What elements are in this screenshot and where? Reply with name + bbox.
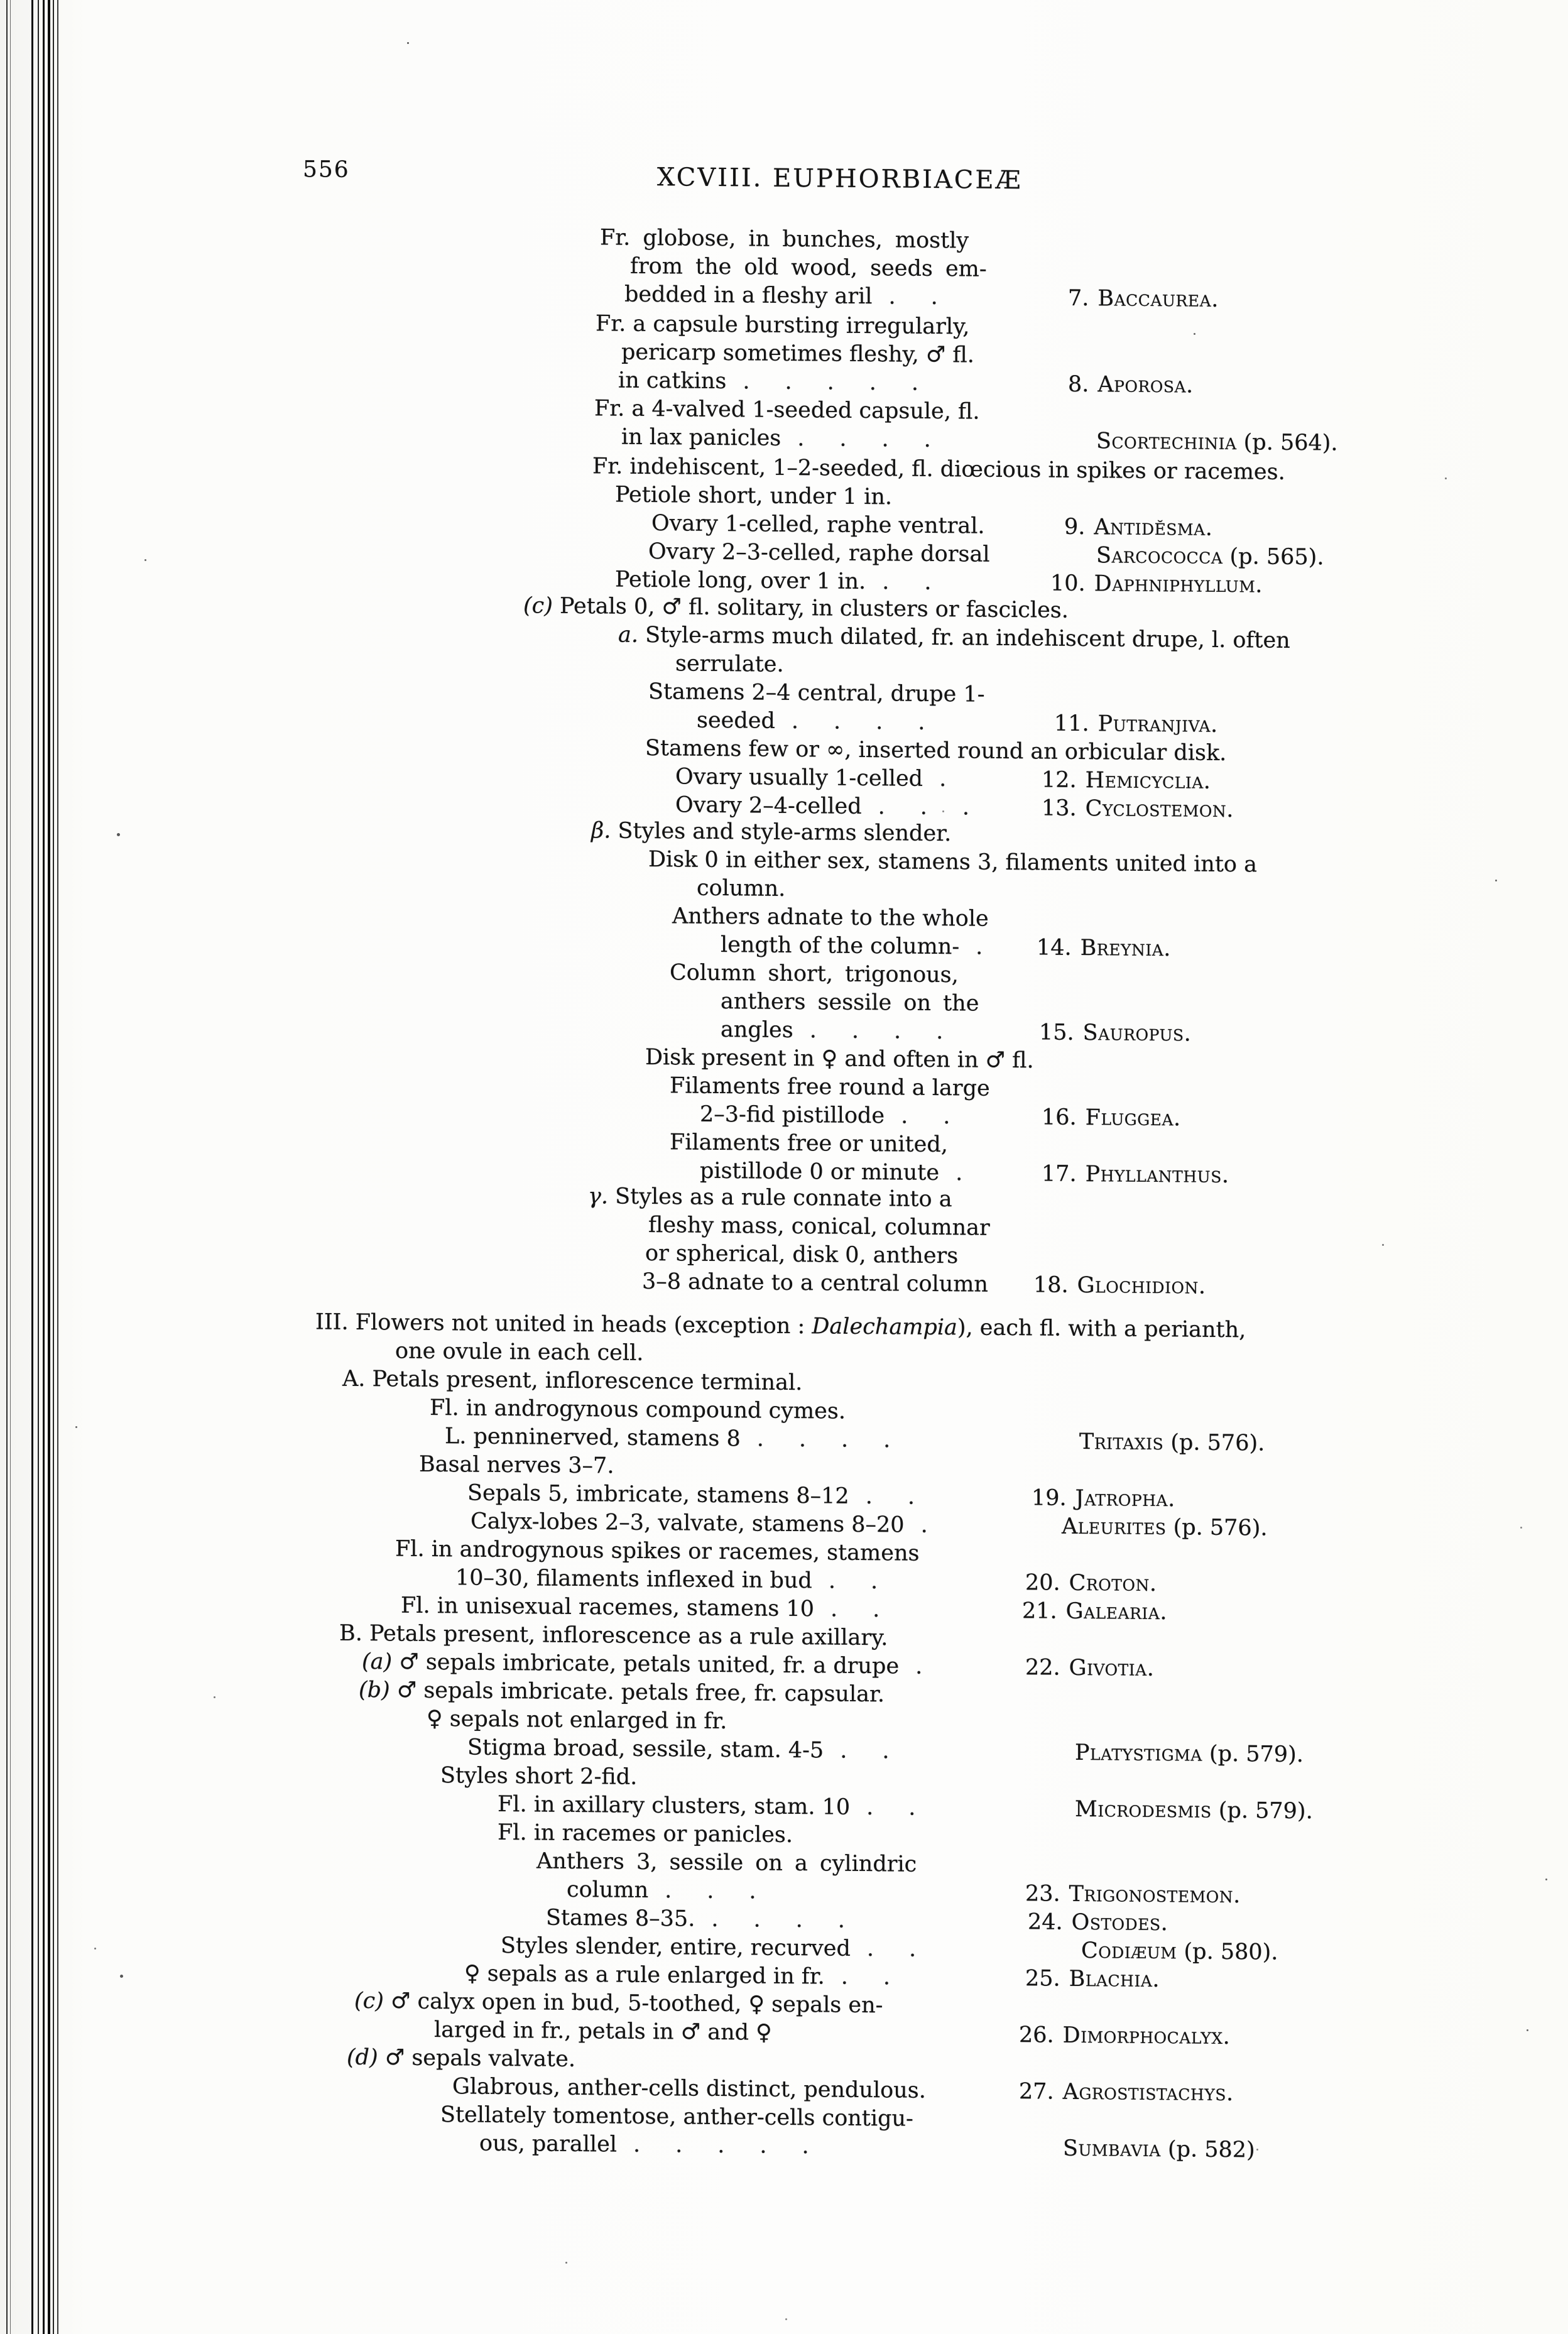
genus-suffix: .	[1186, 373, 1194, 398]
genus-reference	[1079, 1428, 1265, 1458]
key-line-text: Disk present in ♀ and often in ♂ fl.	[645, 1044, 1034, 1074]
genus-name: Ostodes	[1071, 1909, 1161, 1936]
genus-suffix: .	[1160, 1911, 1168, 1936]
key-line-text: Filaments free or united,	[670, 1130, 948, 1158]
key-line	[670, 959, 959, 990]
key-line-text: Fr. globose, in bunches, mostly	[600, 225, 969, 254]
key-line-text: column	[567, 1877, 649, 1904]
key-line-text: ♂ sepals imbricate. petals free, fr. capsular.	[396, 1677, 885, 1708]
genus-suffix: .	[1146, 1655, 1154, 1682]
leader-dots: ..	[866, 1936, 952, 1963]
key-line-text: Petiole long, over 1 in.	[615, 567, 866, 595]
leader-dots: ..	[882, 569, 967, 596]
genus-reference	[1039, 1018, 1191, 1048]
key-line-text: Sepals 5, imbricate, stamens 8–12	[467, 1480, 849, 1509]
genus-reference	[1096, 427, 1338, 457]
leader-dots: ..	[901, 1103, 986, 1130]
key-line-text: Filaments free round a large	[670, 1073, 990, 1101]
leader-dots: ..	[865, 1484, 950, 1510]
key-line-text: Stamens few or ∞, inserted round an orbicular disk.	[645, 735, 1227, 766]
genus-reference	[1054, 710, 1217, 739]
key-line	[359, 1676, 885, 1709]
genus-suffix: .	[1222, 2024, 1230, 2050]
genus-name: Sauropus	[1082, 1020, 1184, 1047]
key-line	[434, 2016, 1230, 2050]
key-line	[675, 763, 1211, 794]
key-line	[675, 650, 784, 679]
key-line-text: fleshy mass, conical, columnar	[648, 1213, 990, 1241]
key-line-text: Fl. in unisexual racemes, stamens 10	[401, 1593, 814, 1622]
genus-suffix: (p. 576).	[1163, 1430, 1265, 1456]
key-line-text: pericarp sometimes fleshy, ♂ fl.	[621, 339, 974, 368]
genus-name: Fluggea	[1085, 1105, 1174, 1132]
genus-reference	[1019, 2021, 1230, 2051]
leader-dots: ..	[840, 1738, 925, 1764]
genus-name: Blachia	[1069, 1966, 1153, 1993]
key-line-text: or spherical, disk 0, anthers	[645, 1240, 959, 1269]
key-line	[440, 1762, 637, 1792]
key-line-text: larged in fr., petals in ♂ and ♀	[434, 2017, 772, 2046]
leader-dots: ...	[665, 1878, 792, 1904]
genus-suffix: (p. 564).	[1236, 430, 1338, 456]
key-line	[339, 1620, 888, 1653]
key-line	[697, 707, 1218, 738]
key-line	[615, 481, 892, 512]
leader-dots: .....	[743, 369, 954, 396]
key-line-text: Fr. a 4-valved 1-seeded capsule, fl.	[594, 396, 980, 425]
key-line-label: Dalechampia	[812, 1314, 957, 1341]
genus-name: Phyllanthus	[1085, 1162, 1222, 1188]
key-line-text: B. Petals present, inflorescence as a rule axillary.	[339, 1620, 888, 1651]
genus-number: 7.	[1068, 285, 1089, 312]
key-line	[670, 1072, 990, 1103]
genus-number: 13.	[1042, 795, 1077, 821]
key-line	[445, 1422, 1265, 1456]
key-line-text: length of the column-	[721, 932, 960, 960]
genus-reference	[1050, 570, 1262, 600]
genus-suffix: .	[1205, 515, 1212, 541]
key-line-text: Petiole short, under 1 in.	[615, 482, 892, 510]
genus-suffix: .	[1149, 1571, 1157, 1597]
genus-reference	[1028, 1908, 1168, 1938]
key-line-text: Anthers 3, sessile on a cylindric	[536, 1848, 917, 1877]
genus-suffix: .	[1152, 1967, 1160, 1993]
genus-name: Platystigma	[1075, 1740, 1202, 1767]
key-line	[546, 1904, 1168, 1936]
genus-suffix: .	[1198, 1273, 1206, 1299]
leader-dots: ...	[878, 794, 1005, 821]
key-line-text: Petals 0, ♂ fl. solitary, in clusters or fascicles.	[560, 593, 1069, 623]
key-line	[721, 988, 979, 1018]
key-line	[624, 281, 1219, 312]
key-line-text: Fr. indehiscent, 1–2-seeded, fl. diœcious in spikes or racemes.	[592, 454, 1285, 485]
genus-number: 26.	[1019, 2022, 1054, 2048]
genus-name: Galearia	[1065, 1598, 1160, 1625]
leader-dots: ..	[888, 284, 973, 310]
key-line-text: column.	[697, 875, 786, 902]
genus-name: Agrostistachys	[1062, 2079, 1226, 2107]
genus-reference	[1025, 1654, 1154, 1683]
genus-suffix: .	[1173, 1106, 1181, 1132]
key-line-text: Anthers adnate to the whole	[672, 903, 989, 932]
key-line-text: Ovary usually 1-celled	[675, 764, 923, 792]
key-line	[401, 1592, 1167, 1625]
key-line	[419, 1451, 614, 1481]
genus-reference	[1068, 285, 1218, 314]
key-line-text: Stamens 2–4 central, drupe 1-	[648, 679, 985, 707]
genus-number: 8.	[1068, 371, 1089, 398]
genus-reference	[1075, 1739, 1304, 1769]
genus-number: 24.	[1028, 1909, 1063, 1935]
genus-name: Antidĕsma	[1094, 515, 1206, 541]
key-line-text: 3–8 adnate to a central column	[642, 1268, 988, 1297]
key-line-text: Basal nerves 3–7.	[419, 1451, 614, 1479]
page-header: XCVIII. EUPHORBIACEÆ	[657, 163, 1023, 195]
key-line-text: ♂ sepals imbricate, petals united, fr. a drupe	[399, 1649, 900, 1679]
genus-number: 25.	[1025, 1966, 1060, 1992]
key-line	[645, 734, 1226, 768]
key-line	[523, 592, 1069, 625]
key-line-text: L. penninerved, stamens 8	[445, 1424, 741, 1452]
key-line	[498, 1791, 1313, 1824]
genus-suffix: .	[1184, 1021, 1191, 1047]
genus-suffix: .	[1160, 1600, 1167, 1625]
key-line	[700, 1101, 1181, 1132]
genus-suffix: .	[1163, 936, 1171, 962]
genus-reference	[1042, 1103, 1180, 1133]
key-line-text: Fl. in androgynous compound cymes.	[430, 1395, 846, 1424]
genus-suffix: .	[1203, 768, 1211, 794]
genus-reference	[1063, 2135, 1255, 2165]
genus-name: Croton	[1069, 1570, 1150, 1596]
leader-dots: ..	[830, 1596, 915, 1623]
genus-number: 10.	[1050, 570, 1086, 597]
key-line	[648, 1211, 990, 1243]
leader-dots: ..	[866, 1795, 951, 1821]
key-line-text: Fr. a capsule bursting irregularly,	[596, 311, 970, 340]
genus-name: Aleurites	[1062, 1513, 1167, 1541]
key-line-text: Ovary 1-celled, raphe ventral.	[651, 511, 985, 539]
key-line-text: pistillode 0 or minute	[700, 1158, 940, 1186]
key-line	[395, 1535, 919, 1568]
key-line	[642, 1268, 1206, 1299]
key-line-text: 2–3-fid pistillode	[700, 1101, 885, 1129]
genus-number: 18.	[1033, 1272, 1069, 1298]
key-line	[621, 423, 1338, 456]
leader-dots: ..	[841, 1964, 925, 1990]
genus-suffix: .	[1221, 1162, 1229, 1189]
genus-name: Daphniphyllum	[1094, 571, 1256, 598]
genus-suffix: (p. 579).	[1211, 1797, 1313, 1824]
genus-reference	[1062, 1513, 1267, 1543]
key-line-text: from the old wood, seeds em-	[630, 253, 987, 282]
leader-dots: .	[976, 934, 1018, 961]
key-line-text: Fl. in axillary clusters, stam. 10	[498, 1791, 851, 1820]
genus-suffix: .	[1211, 712, 1218, 738]
genus-reference	[1032, 1484, 1175, 1513]
key-line	[648, 538, 1324, 570]
key-line	[440, 2101, 913, 2134]
key-line	[645, 1044, 1034, 1075]
key-line-text: anthers sessile on the	[721, 989, 979, 1017]
genus-name: Aporosa	[1097, 372, 1186, 398]
key-line-label: γ.	[588, 1184, 616, 1209]
genus-name: Tritaxis	[1079, 1429, 1164, 1456]
key-line-text: III. Flowers not united in heads (exception :	[315, 1309, 812, 1339]
key-line	[588, 1182, 952, 1214]
genus-name: Baccaurea	[1097, 286, 1212, 312]
genus-number: 9.	[1064, 514, 1086, 540]
key-line-text: in lax panicles	[621, 424, 781, 451]
key-line-label: (c)	[523, 593, 560, 619]
genus-name: Trigonostemon	[1069, 1881, 1234, 1909]
key-line	[721, 931, 1171, 962]
key-line-text: Stigma broad, sessile, stam. 4-5	[467, 1735, 824, 1764]
key-line-label: a.	[618, 622, 646, 648]
genus-reference	[1025, 1965, 1160, 1994]
key-line-text: ), each fl. with a perianth,	[957, 1315, 1246, 1343]
key-line-text: Stellately tomentose, anther-cells contigu-	[440, 2102, 913, 2132]
genus-number: 23.	[1025, 1881, 1060, 1907]
genus-suffix: .	[1226, 2081, 1234, 2107]
key-line-text: in catkins	[618, 368, 727, 395]
key-line-label: (b)	[359, 1677, 397, 1703]
genus-suffix: .	[1255, 572, 1263, 598]
key-line-text: angles	[721, 1017, 793, 1044]
key-line	[670, 1128, 948, 1159]
key-line-text: Column short, trigonous,	[670, 960, 959, 988]
leader-dots: .	[915, 1654, 958, 1680]
genus-suffix: .	[1168, 1486, 1175, 1512]
genus-number: 17.	[1042, 1161, 1077, 1187]
key-line	[395, 1337, 643, 1367]
genus-reference	[1042, 1160, 1229, 1190]
genus-number: 21.	[1022, 1598, 1057, 1624]
key-line	[430, 1394, 846, 1426]
genus-name: Microdesmis	[1075, 1796, 1212, 1823]
key-line	[467, 1733, 1304, 1768]
key-line	[501, 1932, 1278, 1965]
key-line	[591, 817, 951, 848]
key-line	[452, 2073, 1234, 2107]
genus-number: 20.	[1025, 1570, 1060, 1596]
key-line	[618, 367, 1194, 398]
key-line	[427, 1705, 727, 1736]
key-line-text: Styles as a rule connate into a	[615, 1184, 952, 1213]
key-line-text: Stames 8–35.	[546, 1905, 695, 1932]
key-line	[651, 510, 1212, 541]
genus-reference	[1022, 1597, 1167, 1627]
key-line	[697, 875, 785, 903]
genus-reference	[1064, 513, 1212, 543]
key-line	[354, 1987, 883, 2020]
genus-number: 11.	[1054, 711, 1089, 737]
genus-name: Scortechinia	[1096, 428, 1237, 455]
genus-number: 15.	[1039, 1020, 1074, 1045]
key-line-text: seeded	[697, 707, 775, 734]
genus-number: 27.	[1019, 2079, 1054, 2105]
key-line	[467, 1479, 1175, 1512]
key-line-text: A. Petals present, inflorescence terminal.	[342, 1366, 803, 1396]
key-line	[342, 1365, 802, 1397]
genus-number: 14.	[1037, 935, 1072, 961]
genus-reference	[1037, 934, 1170, 963]
key-line	[645, 1240, 958, 1270]
genus-name: Putranjiva	[1097, 711, 1211, 738]
genus-suffix: .	[1211, 286, 1219, 312]
genus-suffix: .	[1233, 1883, 1241, 1909]
key-line-text: Styles and style-arms slender.	[618, 818, 952, 847]
key-line-text: one ovule in each cell.	[395, 1338, 644, 1366]
genus-reference	[1025, 1569, 1157, 1598]
genus-reference	[1075, 1796, 1313, 1826]
genus-name: Jatropha	[1075, 1485, 1168, 1512]
key-line-text: bedded in a fleshy aril	[624, 281, 873, 310]
key-line-text: ous, parallel	[479, 2130, 617, 2157]
key-line	[464, 1960, 1160, 1993]
genus-number: 22.	[1025, 1655, 1060, 1681]
key-line	[471, 1508, 1268, 1541]
leader-dots: ....	[797, 426, 966, 453]
key-line-text: 10–30, filaments inflexed in bud	[455, 1565, 812, 1594]
leader-dots: .....	[633, 2132, 844, 2159]
key-line	[347, 2044, 575, 2074]
page-number: 556	[303, 156, 350, 183]
genus-reference	[1042, 794, 1233, 824]
genus-number: 16.	[1042, 1104, 1077, 1130]
key-line-label: (c)	[354, 1988, 391, 2014]
key-line-text: Styles short 2-fid.	[440, 1763, 638, 1790]
leader-dots: ....	[756, 1426, 926, 1453]
genus-name: Codiæum	[1081, 1938, 1177, 1965]
genus-reference	[1096, 542, 1324, 572]
genus-suffix: .	[1226, 797, 1234, 823]
key-line	[630, 253, 987, 284]
key-line	[498, 1819, 793, 1850]
genus-reference	[1025, 1880, 1240, 1910]
key-line	[600, 224, 969, 255]
genus-name: Sarcococca	[1096, 543, 1223, 569]
key-line	[596, 310, 969, 341]
key-line-label: β.	[591, 818, 618, 844]
genus-name: Dimorphocalyx	[1062, 2022, 1223, 2049]
key-line-text: Style-arms much dilated, fr. an indehiscent drupe, l. often	[645, 622, 1290, 653]
leader-dots: ..	[828, 1568, 913, 1595]
key-line	[455, 1564, 1157, 1597]
key-line-text: ♀ sepals not enlarged in fr.	[427, 1706, 727, 1735]
genus-number: 19.	[1032, 1485, 1067, 1511]
key-line	[721, 1016, 1191, 1047]
leader-dots: .	[956, 1160, 998, 1186]
leader-dots: ....	[711, 1906, 880, 1934]
genus-reference	[1081, 1937, 1278, 1967]
leader-dots: ....	[809, 1018, 979, 1045]
key-line-text: serrulate.	[675, 651, 784, 677]
genus-reference	[1042, 766, 1211, 795]
key-line	[648, 678, 985, 709]
leader-dots: .	[939, 766, 982, 792]
genus-name: Sumbavia	[1063, 2135, 1161, 2162]
genus-reference	[1019, 2078, 1233, 2108]
key-line-text: Fl. in racemes or panicles.	[498, 1819, 793, 1848]
leader-dots: .	[920, 1512, 963, 1539]
key-line-label: (a)	[362, 1649, 400, 1675]
key-line-text: ♂ sepals valvate.	[384, 2045, 575, 2072]
key-line-text: Calyx-lobes 2–3, valvate, stamens 8–20	[471, 1508, 905, 1538]
key-line	[615, 566, 1263, 598]
genus-reference	[1068, 371, 1193, 400]
key-line	[594, 395, 980, 426]
genus-suffix: (p. 582)	[1160, 2137, 1255, 2163]
genus-suffix: (p. 565).	[1222, 543, 1324, 570]
genus-name: Givotia	[1069, 1655, 1147, 1681]
key-line-label: (d)	[347, 2044, 385, 2071]
genus-suffix: (p. 580).	[1177, 1939, 1278, 1965]
key-line	[479, 2130, 1255, 2163]
key-line	[536, 1847, 917, 1879]
key-line-text: ♂ calyx open in bud, 5-toothed, ♀ sepals en-	[391, 1988, 883, 2019]
key-line-text: ♀ sepals as a rule enlarged in fr.	[464, 1961, 825, 1990]
key-line-text: Fl. in androgynous spikes or racemes, stamens	[395, 1536, 920, 1566]
genus-name: Glochidion	[1077, 1272, 1199, 1299]
genus-suffix: (p. 579).	[1202, 1741, 1304, 1768]
key-line	[567, 1876, 1241, 1909]
key-line-text: Ovary 2–3-celled, raphe dorsal	[648, 539, 990, 567]
genus-name: Breynia	[1080, 935, 1164, 962]
genus-name: Hemicyclia	[1085, 768, 1204, 794]
key-line	[672, 902, 989, 933]
genus-reference	[1033, 1271, 1206, 1301]
key-line-text: Ovary 2–4-celled	[675, 792, 862, 819]
key-line-text: Styles slender, entire, recurved	[501, 1933, 851, 1961]
leader-dots: ....	[791, 708, 961, 736]
genus-number: 12.	[1042, 767, 1077, 793]
key-line-text: Glabrous, anther-cells distinct, pendulous.	[452, 2074, 926, 2103]
genus-suffix: (p. 576).	[1166, 1515, 1268, 1541]
genus-name: Cyclostemon	[1085, 796, 1227, 823]
key-line-text: Disk 0 in either sex, stamens 3, filaments united into a	[648, 847, 1257, 878]
key-line	[621, 339, 974, 370]
